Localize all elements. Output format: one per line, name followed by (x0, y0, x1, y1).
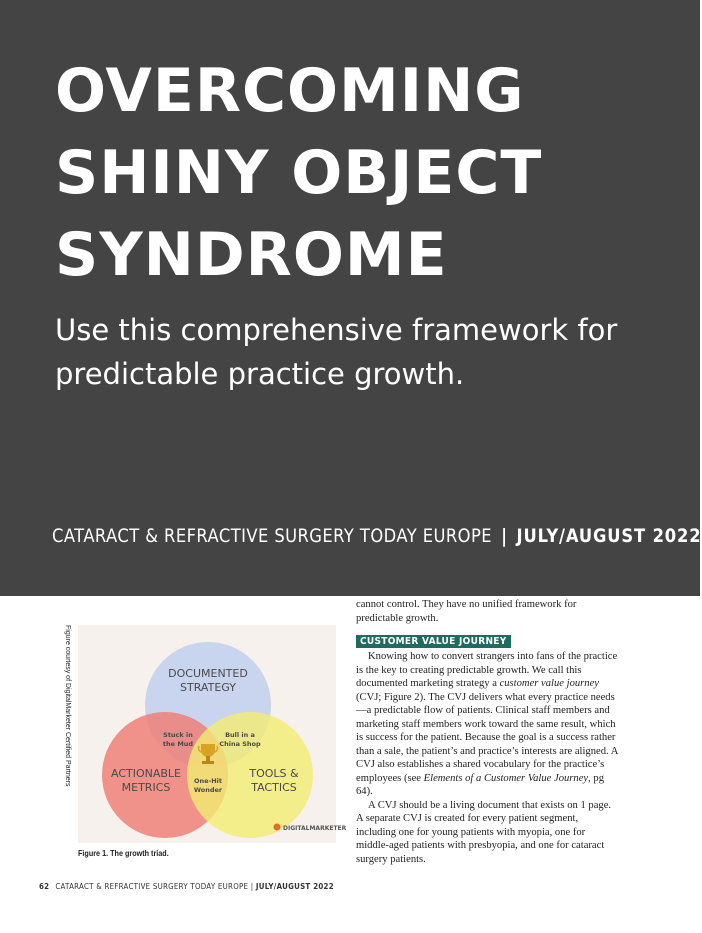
footer-issue: JULY/AUGUST 2022 (255, 882, 334, 891)
masthead (52, 525, 702, 547)
paragraph (356, 650, 618, 799)
circle-top-label: DOCUMENTED (168, 667, 248, 680)
paragraph: A CVJ should be a living document that exists on 1 page. A separate CVJ is created for every patient segment, including one for young patients with myopia, one for middle-aged patients with presbyopia, and one for cataract surgery patients. (356, 799, 612, 865)
masthead-publication: CATARACT & REFRACTIVE SURGERY TODAY EUROPE (52, 525, 492, 547)
article-subtitle (55, 308, 617, 396)
figure-credit (63, 625, 71, 845)
overlap-top-left-label: Stuck in (163, 731, 193, 739)
footer-separator: | (250, 882, 254, 891)
overlap-top-left-label: the Mud (162, 740, 194, 748)
overlap-bottom-label: Wonder (193, 786, 223, 794)
emphasis: customer value journey (499, 678, 599, 689)
intro-text (356, 598, 656, 625)
subtitle-line: Use this comprehensive framework for (55, 313, 618, 347)
masthead-separator: | (501, 525, 508, 547)
subtitle-line: predictable practice growth. (55, 357, 465, 391)
text-run: , pg 64). (356, 772, 605, 797)
digitalmarketer-logo (274, 824, 347, 833)
circle-top-label: STRATEGY (180, 681, 236, 694)
circle-right-label: TACTICS (251, 781, 297, 794)
text-run: (CVJ; Figure 2). The CVJ delivers what every practice needs—a predictable flow of patients. Clinical staff members and marketing staff members work toward the same result, which is success for the patient. Because the goal is a success rather than a sale, the patient’s and practice’s interests are aligned. A CVJ also establishes a shared vocabulary for the practice’s employees (see (356, 691, 618, 784)
title-line: OVERCOMING (55, 56, 525, 126)
overlap-top-right-label: Bull in a (225, 731, 255, 739)
article-title (55, 50, 542, 296)
venn-diagram (78, 625, 347, 843)
page-footer (39, 882, 334, 891)
section-heading: CUSTOMER VALUE JOURNEY (356, 635, 511, 648)
logo-text: DIGITALMARKETER (283, 825, 347, 832)
intro-line: cannot control. They have no unified framework for (356, 599, 577, 610)
circle-left-label: METRICS (121, 781, 171, 794)
figure-credit-text: Figure courtesy of DigitalMarketer Certified Partners (64, 625, 71, 787)
figure-caption: Figure 1. The growth triad. (78, 848, 169, 858)
masthead-issue: JULY/AUGUST 2022 (516, 525, 702, 547)
title-line: SHINY OBJECT (55, 138, 543, 208)
circle-right-label: TOOLS & (249, 767, 299, 780)
text-run: Knowing how to convert strangers into fans of the practice is the key to creating predictable growth. We call this documented marketing strategy a (356, 651, 618, 689)
circle-left-label: ACTIONABLE (110, 767, 182, 780)
footer-publication: CATARACT & REFRACTIVE SURGERY TODAY EUROPE (55, 882, 249, 891)
overlap-bottom-label: One-Hit (193, 777, 223, 785)
intro-line: predictable growth. (356, 612, 439, 624)
growth-triad-figure (78, 625, 347, 843)
article-body (356, 650, 618, 866)
title-line: SYNDROME (55, 220, 448, 290)
emphasis: Elements of a Customer Value Journey (423, 772, 589, 784)
overlap-top-right-label: China Shop (219, 740, 261, 748)
page-number: 62 (39, 882, 50, 891)
